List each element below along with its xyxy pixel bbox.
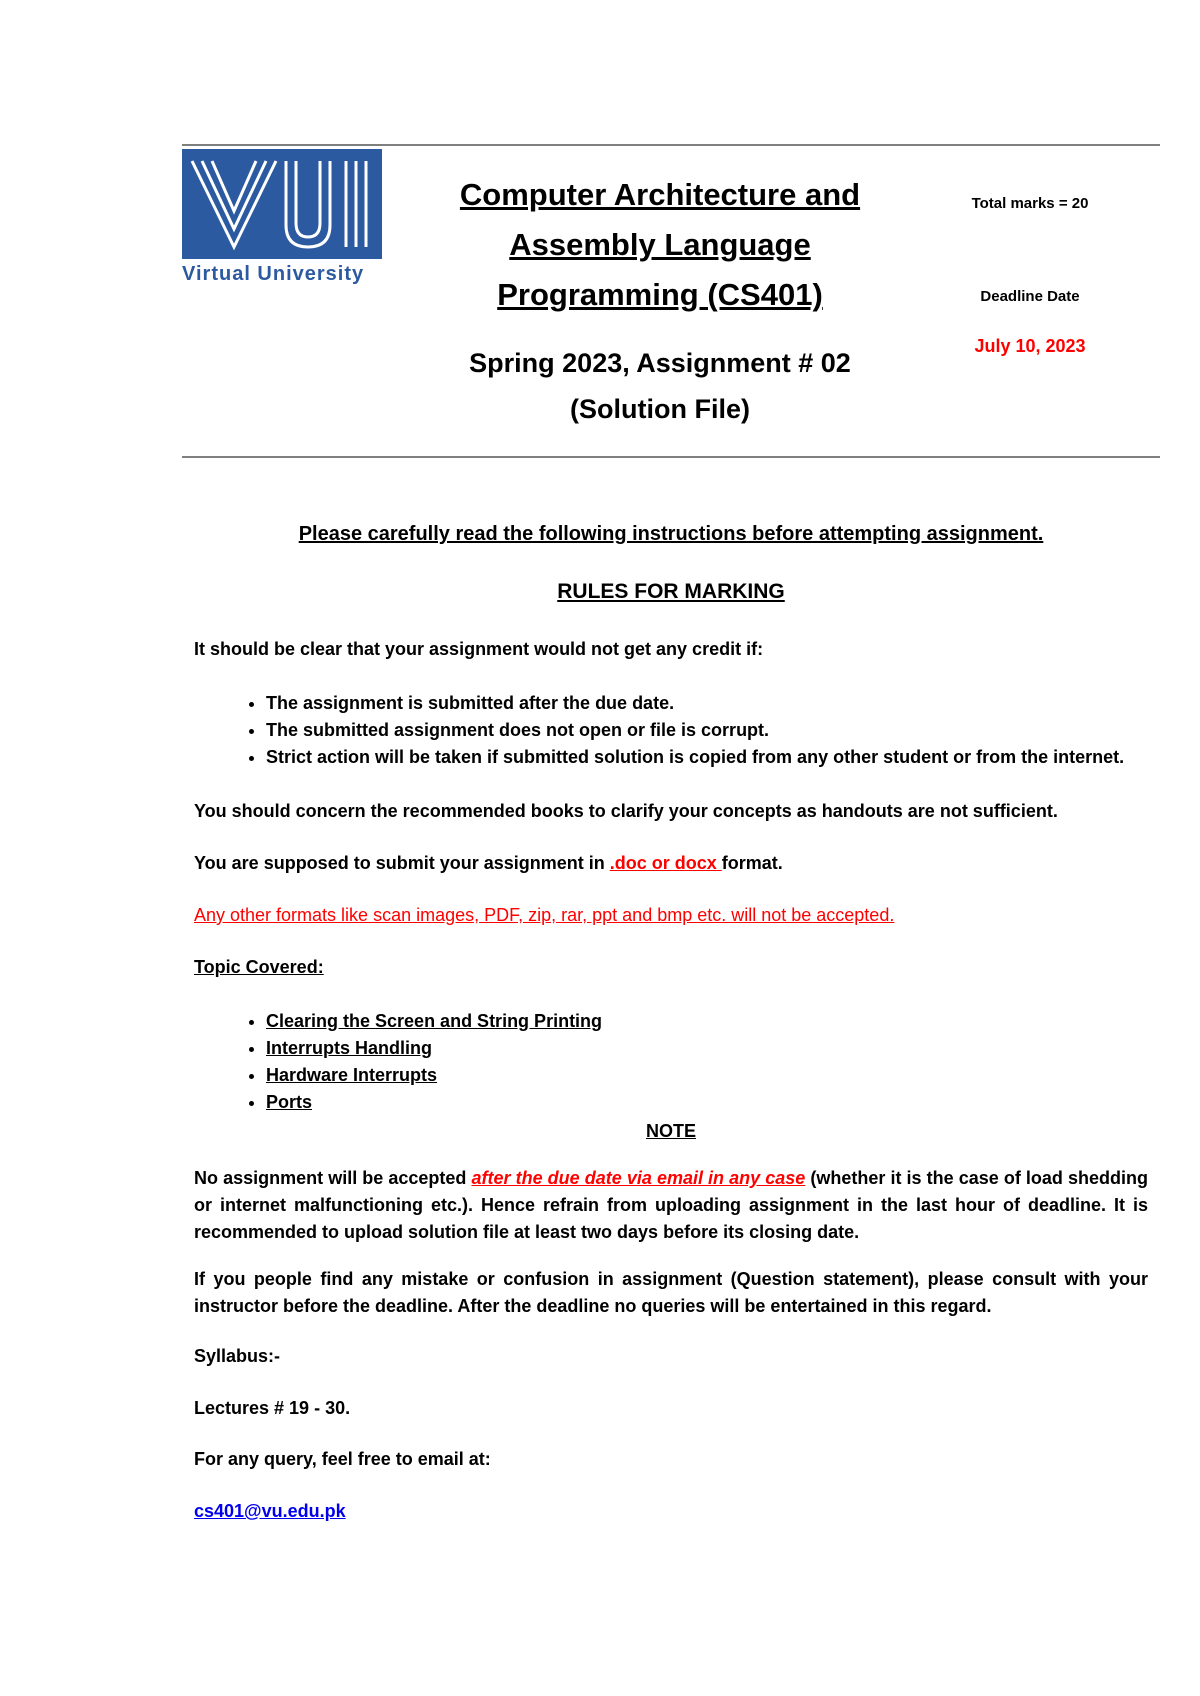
format-note-text-end: format. xyxy=(721,853,783,873)
note-text-end: (whether it is the case of load shedding or internet malfunctioning etc.). Hence refrain from uploading assignment in the last hour of deadline. It is recommended to upload solution file at least two days before its closing date. xyxy=(194,1168,1148,1242)
format-highlight: .doc or docx xyxy=(609,853,722,873)
course-title-line-2: Assembly Language xyxy=(509,227,811,262)
document-title-block xyxy=(420,170,900,432)
topic-item: • Interrupts Handling xyxy=(266,1035,1148,1062)
topics-heading: Topic Covered: xyxy=(194,957,324,977)
note-text: No assignment will be accepted xyxy=(194,1168,472,1188)
semester-assignment-line: Spring 2023, Assignment # 02 xyxy=(469,348,851,378)
contact-email-link[interactable]: cs401@vu.edu.pk xyxy=(194,1501,346,1521)
course-title-line-3: Programming (CS401) xyxy=(497,277,823,312)
query-line: For any query, feel free to email at: xyxy=(194,1449,491,1469)
lectures-range: Lectures # 19 - 30. xyxy=(194,1398,351,1418)
header-bottom-rule xyxy=(182,456,1160,458)
syllabus-label: Syllabus:- xyxy=(194,1346,281,1366)
credit-rule-item: • The assignment is submitted after the due date. xyxy=(266,690,1148,717)
header-top-rule xyxy=(182,144,1160,146)
instructions-heading: Please carefully read the following instructions before attempting assignment. xyxy=(298,523,1044,545)
vu-monogram-icon xyxy=(182,149,382,259)
contact-email-container xyxy=(194,1498,1148,1525)
vu-logo-mark xyxy=(182,149,382,259)
topics-list xyxy=(194,1008,1148,1116)
format-note xyxy=(194,850,1148,877)
topic-item: • Ports xyxy=(266,1089,1148,1116)
note-heading: NOTE xyxy=(645,1121,696,1141)
credit-intro: It should be clear that your assignment would not get any credit if: xyxy=(194,639,764,659)
note-highlight: after the due date via email in any case xyxy=(471,1168,806,1188)
books-note: You should concern the recommended books to clarify your concepts as handouts are not sufficient. xyxy=(194,801,1058,821)
mistake-paragraph: If you people find any mistake or confusion in assignment (Question statement), please consult with your instructor before the deadline. After the deadline no queries will be entertained in this regard. xyxy=(194,1269,1148,1316)
topic-item: • Clearing the Screen and String Printing xyxy=(266,1008,1148,1035)
other-formats-warning: Any other formats like scan images, PDF, zip, rar, ppt and bmp etc. will not be accepted. xyxy=(194,905,895,925)
rules-heading: RULES FOR MARKING xyxy=(557,580,785,603)
note-paragraph xyxy=(194,1165,1148,1246)
total-marks: Total marks = 20 xyxy=(971,195,1089,212)
credit-rule-item: • Strict action will be taken if submitted solution is copied from any other student or from the internet. xyxy=(266,744,1148,771)
virtual-university-logo xyxy=(182,149,382,286)
credit-rule-item: • The submitted assignment does not open or file is corrupt. xyxy=(266,717,1148,744)
topic-item: • Hardware Interrupts xyxy=(266,1062,1148,1089)
deadline-date: July 10, 2023 xyxy=(974,336,1086,356)
deadline-label: Deadline Date xyxy=(980,288,1080,305)
credit-rules-list xyxy=(194,690,1148,771)
course-title-line-1: Computer Architecture and xyxy=(459,177,861,212)
solution-file-line: (Solution File) xyxy=(570,394,750,424)
format-note-text: You are supposed to submit your assignment in xyxy=(194,853,610,873)
logo-wordmark: Virtual University xyxy=(182,263,365,285)
